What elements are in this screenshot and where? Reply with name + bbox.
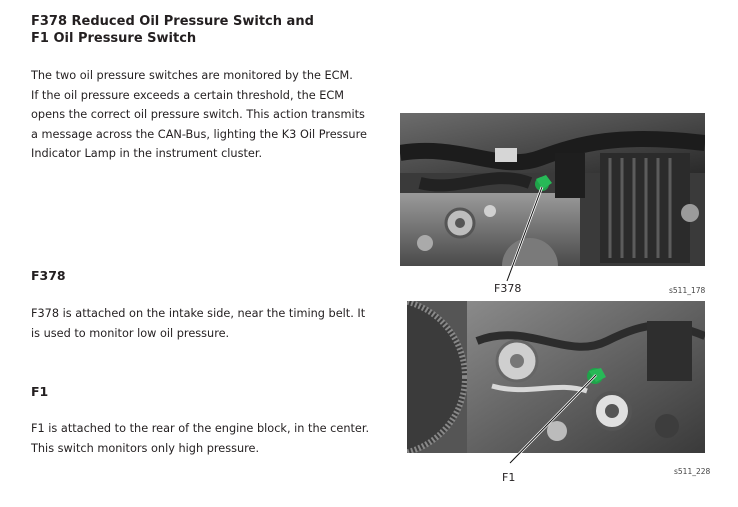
top-figure-id: s511_178 xyxy=(669,286,706,295)
intro-line: The two oil pressure switches are monitored by the ECM. xyxy=(31,69,353,82)
heading-line-1: F378 Reduced Oil Pressure Switch and xyxy=(31,14,314,29)
f378-callout-label: F378 xyxy=(494,282,522,295)
intro-line: opens the correct oil pressure switch. This action transmits xyxy=(31,108,365,121)
intro-paragraph xyxy=(31,66,367,164)
engine-photo-intake-side xyxy=(400,113,705,266)
f1-line: F1 is attached to the rear of the engine block, in the center. xyxy=(31,422,370,435)
heading-line-2: F1 Oil Pressure Switch xyxy=(31,31,197,46)
f1-line: This switch monitors only high pressure. xyxy=(31,441,260,455)
f378-paragraph xyxy=(31,304,365,343)
intro-line: If the oil pressure exceeds a certain threshold, the ECM xyxy=(31,88,345,102)
intro-line: a message across the CAN-Bus, lighting the K3 Oil Pressure xyxy=(31,127,367,141)
section-heading xyxy=(31,13,314,47)
f378-subheading: F378 xyxy=(31,268,66,283)
f1-subheading: F1 xyxy=(31,384,49,399)
f378-line: is used to monitor low oil pressure. xyxy=(31,326,230,340)
f1-paragraph xyxy=(31,419,369,458)
bottom-figure-id: s511_228 xyxy=(674,467,711,476)
f1-callout-label: F1 xyxy=(502,471,516,484)
engine-photo-block-rear xyxy=(407,301,705,453)
intro-line: Indicator Lamp in the instrument cluster. xyxy=(31,147,263,160)
f378-line: F378 is attached on the intake side, near the timing belt. It xyxy=(31,307,366,320)
